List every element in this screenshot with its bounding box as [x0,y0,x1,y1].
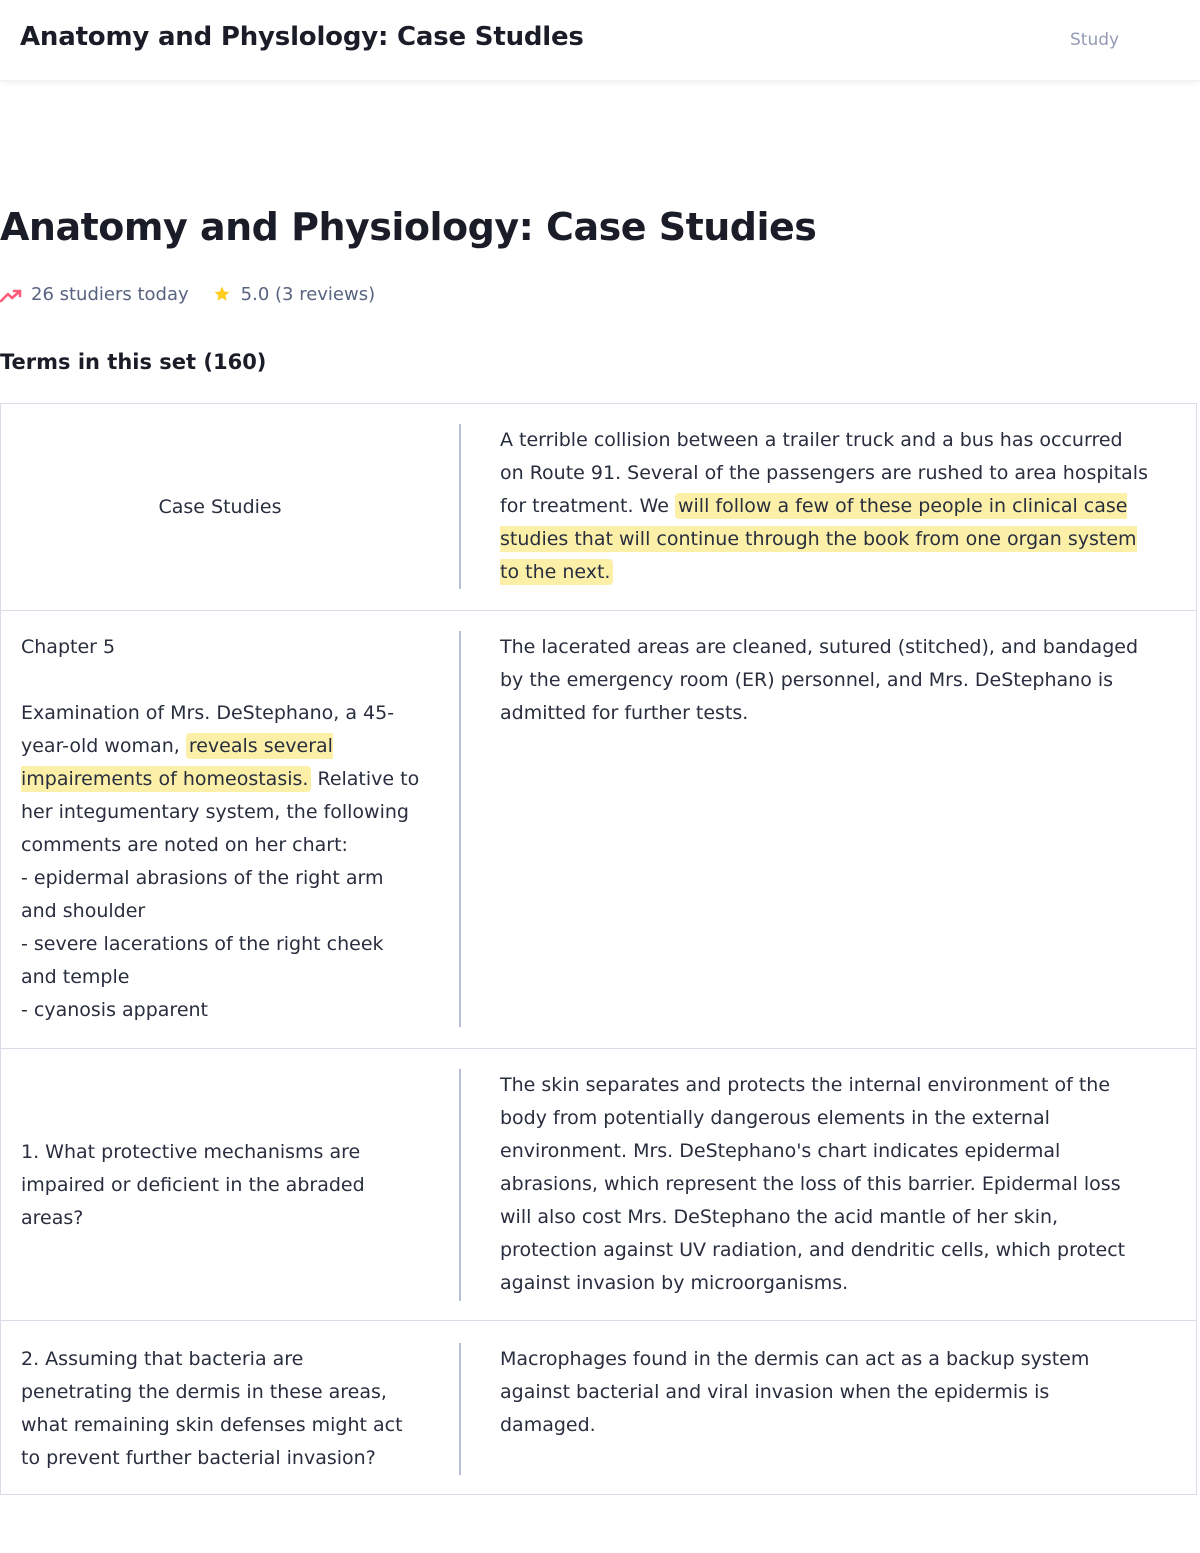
definition-text: Macrophages found in the dermis can act as a backup system against bacterial and viral invasion when the epidermis is damaged. [500,1348,1090,1436]
header-title: Anatomy and Physlology: Case Studles [20,22,584,52]
definition-text: The lacerated areas are cleaned, sutured (stitched), and bandaged by the emergency room (ER) personnel, and Mrs. DeStephano is admitted for further tests. [500,636,1139,724]
card-divider [459,1069,461,1301]
studiers-today: 26 studiers today [31,283,189,305]
card-divider [459,631,461,1027]
term-card [0,1048,1197,1321]
highlighted-text: will follow a few of these people in clinical case studies that will continue through the book from one organ system to the next. [500,495,1137,583]
term-text-plain: Examination of Mrs. DeStephano, a 45-year-old woman, [21,702,395,757]
term-card [0,403,1197,611]
term-chapter: Chapter 5 [21,636,116,658]
term-body [21,697,421,1027]
definition-text: The skin separates and protects the internal environment of the body from potentially dangerous elements in the external environment. Mrs. DeStephano's chart indicates epidermal abrasions, which represent the loss of this barrier. Epidermal loss will also cost Mrs. DeStephano the acid mantle of her skin, protection against UV radiation, and dendritic cells, which protect against invasion by microorganisms. [500,1074,1126,1294]
trending-up-icon [0,287,22,301]
star-icon [213,285,231,303]
highlighted-text: reveals several impairements of homeostasis. [21,735,333,790]
term-text: 2. Assuming that bacteria are penetrating the dermis in these areas, what remaining skin defenses might act to prevent further bacterial invasion? [21,1348,403,1469]
terms-heading: Terms in this set (160) [0,350,267,374]
term-card [0,1320,1197,1495]
study-link[interactable]: Study [1070,30,1120,50]
set-stats [0,282,375,306]
page-title: Anatomy and Physiology: Case Studies [0,205,817,249]
definition-text [500,424,1150,589]
term-text: Case Studies [158,496,282,518]
term-card [0,610,1197,1049]
top-bar [0,0,1200,81]
term-text: 1. What protective mechanisms are impaired or deficient in the abraded areas? [21,1141,365,1229]
card-divider [459,424,461,589]
term-text [21,631,421,1027]
card-divider [459,1343,461,1475]
term-text-rest: Relative to her integumentary system, the following comments are noted on her chart: - epidermal abrasions of the right arm and shoulder - severe lacerations of the right cheek and temple - cyanosis apparent [21,768,420,1021]
definition-text-plain: A terrible collision between a trailer truck and a bus has occurred on Route 91. Several of the passengers are rushed to area hospitals for treatment. We [500,429,1148,517]
rating[interactable]: 5.0 (3 reviews) [240,283,376,305]
